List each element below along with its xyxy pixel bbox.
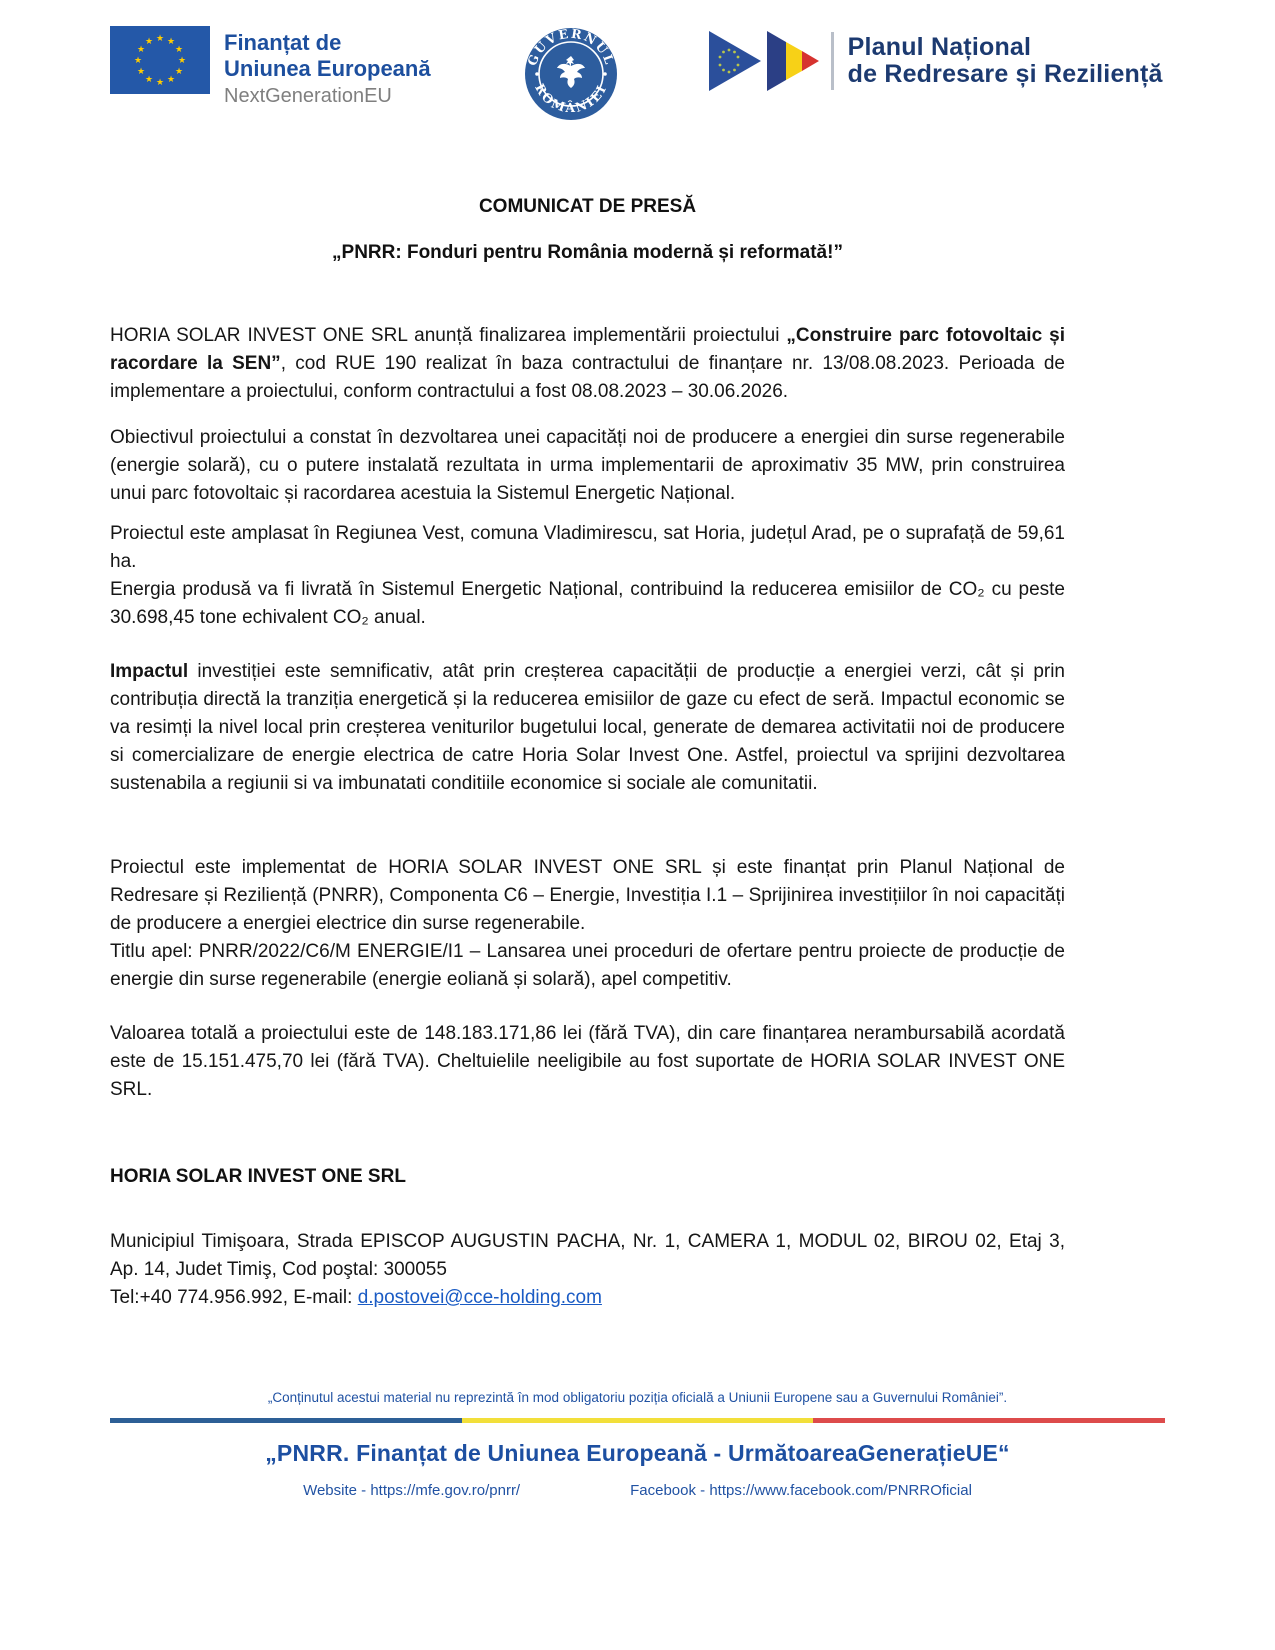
paragraph-announcement-part1: HORIA SOLAR INVEST ONE SRL anunță finalizarea implementării proiectului bbox=[110, 325, 787, 346]
eu-logo-line1: Finanțat de bbox=[224, 30, 342, 55]
svg-text:★: ★ bbox=[174, 67, 184, 77]
pnrr-logo bbox=[703, 26, 1163, 96]
paragraph-announcement bbox=[110, 322, 1065, 406]
company-heading: HORIA SOLAR INVEST ONE SRL bbox=[110, 1166, 406, 1187]
svg-text:★: ★ bbox=[177, 56, 187, 66]
svg-text:★: ★ bbox=[144, 75, 154, 85]
page-title: COMUNICAT DE PRESĂ bbox=[478, 196, 697, 217]
svg-text:★: ★ bbox=[174, 45, 184, 55]
divider-red-segment bbox=[813, 1418, 1165, 1423]
eu-funding-logo bbox=[110, 26, 431, 110]
paragraph-impact bbox=[110, 658, 1065, 798]
pnrr-triangles-icon bbox=[703, 26, 823, 96]
eu-flag-icon bbox=[110, 26, 210, 94]
svg-text:★: ★ bbox=[136, 45, 146, 55]
footer-slogan: „PNRR. Finanțat de Uniunea Europeană - UrmătoareaGenerațieUE“ bbox=[265, 1440, 1010, 1466]
paragraph-objective: Obiectivul proiectului a constat în dezvoltarea unei capacități noi de producere a energiei din surse regenerabile (energie solară), cu o putere instalată rezultata in urma implementarii de aproximativ 35 MW, prin construirea unui parc fotovoltaic și racordarea acestuia la Sistemul Energetic Național. bbox=[110, 427, 1065, 504]
address-line: Municipiul Timişoara, Strada EPISCOP AUGUSTIN PACHA, Nr. 1, CAMERA 1, MODUL 02, BIROU 02, Etaj 3, Ap. 14, Judet Timiş, Cod poştal: 300055 bbox=[110, 1231, 1065, 1280]
paragraph-value: Valoarea totală a proiectului este de 148.183.171,86 lei (fără TVA), din care finanțarea nerambursabilă acordată este de 15.151.475,70 lei (fără TVA). Cheltuielile neeligibile au fost suportate de HORIA SOLAR INVEST ONE SRL. bbox=[110, 1023, 1065, 1100]
paragraph-implementation: Proiectul este implementat de HORIA SOLAR INVEST ONE SRL și este finanțat prin Planul Național de Redresare și Reziliență (PNRR), Componenta C6 – Energie, Investiția I.1 – Sprijinirea investițiilor în noi capacități de producere a energiei electrice din surse regenerabile. bbox=[110, 857, 1065, 934]
gov-seal-top-text: GUVERNUL bbox=[523, 26, 618, 68]
project-name-bold: „Construire parc fotovoltaic și racordare la SEN” bbox=[110, 325, 1065, 374]
svg-text:★: ★ bbox=[133, 56, 143, 66]
document-body bbox=[0, 196, 1275, 1312]
paragraph-call-title: Titlu apel: PNRR/2022/C6/M ENERGIE/I1 – Lansarea unei proceduri de ofertare pentru proiecte de producție de energie din surse regenerabile (energie eoliană și solară), apel competitiv. bbox=[110, 941, 1065, 990]
impact-bold: Impactul bbox=[110, 661, 189, 682]
paragraph-energy: Energia produsă va fi livrată în Sistemul Energetic Național, contribuind la reducerea emisiilor de CO₂ cu peste 30.698,45 tone echivalent CO₂ anual. bbox=[110, 579, 1065, 628]
paragraph-announcement-part2: , cod RUE 190 realizat în baza contractului de finanțare nr. 13/08.08.2023. Perioada de implementare a proiectului, conform contractului a fost 08.08.2023 – 30.06.2026. bbox=[110, 353, 1065, 402]
svg-text:★: ★ bbox=[166, 37, 176, 47]
svg-text:★: ★ bbox=[136, 67, 146, 77]
svg-text:★: ★ bbox=[155, 78, 165, 88]
footer-links bbox=[110, 1482, 1165, 1499]
gov-seal-bottom-text: ROMÂNIEI bbox=[531, 81, 610, 116]
divider-yellow-segment bbox=[462, 1418, 814, 1423]
paragraph-impact-rest: investiției este semnificativ, atât prin creșterea capacității de producție a energiei verzi, cât și prin contribuția directă la tranziția energetică și la reducerea emisiilor de gaze cu efect de seră. Impactul economic se va resimți la nivel local prin creșterea veniturilor bugetului local, generate de demarea activitatii noi de producere si comercializare de energie electrica de catre Horia Solar Invest One. Astfel, proiectul va sprijini dezvoltarea sustenabila a regiunii si va imbunatati conditiile economice si sociale ale comunitatii. bbox=[110, 661, 1065, 794]
pnrr-logo-line2: de Redresare și Reziliență bbox=[847, 60, 1163, 88]
pnrr-logo-divider bbox=[831, 32, 834, 90]
svg-text:★: ★ bbox=[155, 34, 165, 44]
facebook-link[interactable]: Facebook - https://www.facebook.com/PNRROficial bbox=[630, 1482, 972, 1499]
page-subtitle: „PNRR: Fonduri pentru România modernă și reformată!” bbox=[332, 242, 843, 263]
divider-blue-segment bbox=[110, 1418, 462, 1423]
svg-text:★: ★ bbox=[144, 37, 154, 47]
eu-logo-line3: NextGenerationEU bbox=[224, 85, 392, 107]
phone-email-prefix: Tel:+40 774.956.992, E-mail: bbox=[110, 1287, 358, 1308]
eu-logo-text bbox=[224, 26, 431, 110]
footer bbox=[0, 1390, 1275, 1499]
website-link[interactable]: Website - https://mfe.gov.ro/pnrr/ bbox=[303, 1482, 521, 1499]
header bbox=[0, 0, 1275, 130]
romanian-government-seal-icon bbox=[523, 26, 619, 127]
svg-text:★: ★ bbox=[166, 75, 176, 85]
eu-logo-line2: Uniunea Europeană bbox=[224, 56, 431, 81]
paragraph-location: Proiectul este amplasat în Regiunea Vest, comuna Vladimirescu, sat Horia, județul Arad, pe o suprafață de 59,61 ha. bbox=[110, 523, 1065, 572]
phone-email-line bbox=[110, 1284, 1065, 1312]
tricolor-divider bbox=[110, 1418, 1165, 1423]
pnrr-logo-text bbox=[848, 34, 1163, 88]
footer-disclaimer: „Conținutul acestui material nu reprezintă în mod obligatoriu poziția oficială a Uniunii Europene sau a Guvernului României”. bbox=[267, 1390, 1008, 1405]
pnrr-logo-line1: Planul Național bbox=[847, 33, 1032, 61]
email-link[interactable]: d.postovei@cce-holding.com bbox=[357, 1287, 602, 1308]
